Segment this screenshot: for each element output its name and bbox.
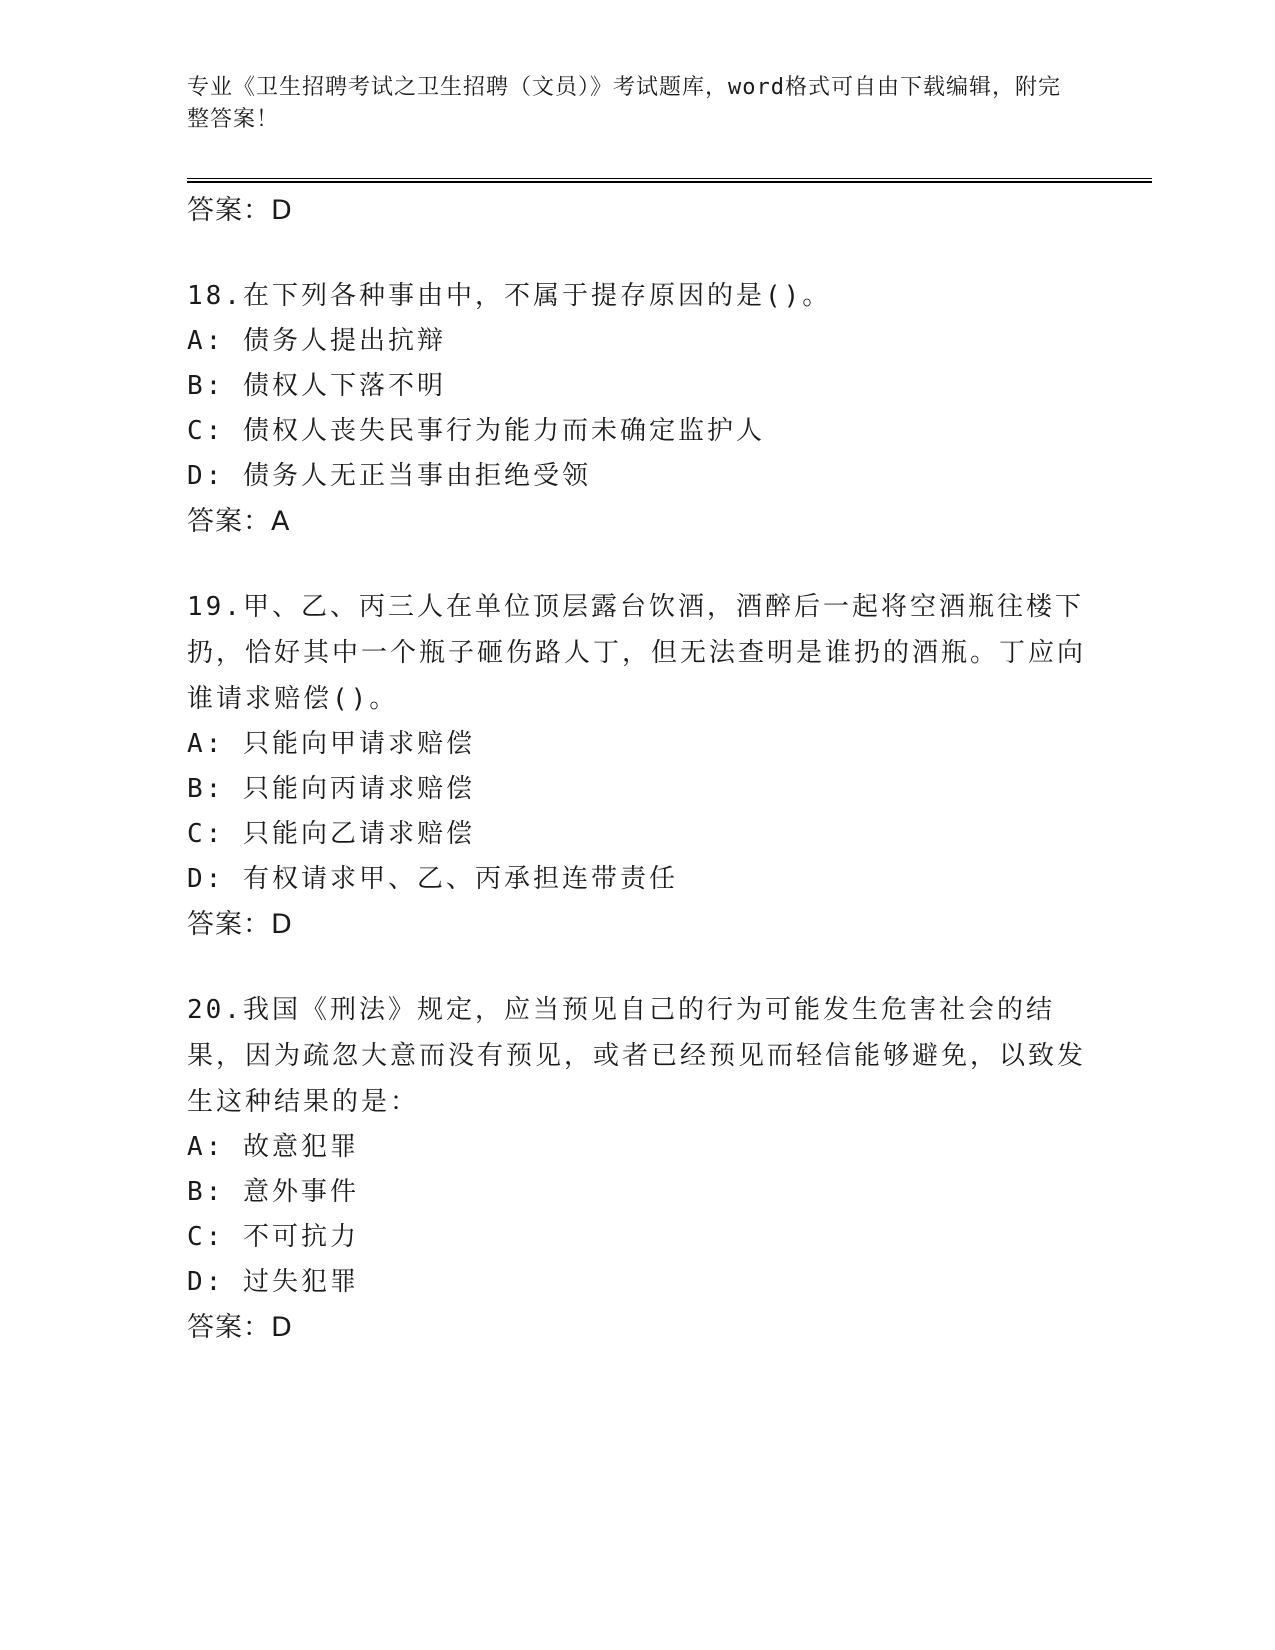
answer: 答案：D — [187, 909, 293, 940]
option-c: C: 债权人丧失民事行为能力而未确定监护人 — [187, 416, 765, 446]
option-b: B: 意外事件 — [187, 1177, 359, 1207]
option-b: B: 只能向丙请求赔偿 — [187, 774, 475, 804]
question-19 — [187, 584, 1087, 947]
question-stem: 20.我国《刑法》规定，应当预见自己的行为可能发生危害社会的结果，因为疏忽大意而没有预见，或者已经预见而轻信能够避免，以致发生这种结果的是： — [187, 995, 1087, 1117]
option-d: D: 有权请求甲、乙、丙承担连带责任 — [187, 864, 678, 894]
answer: 答案：D — [187, 1312, 293, 1343]
previous-answer: 答案：D — [187, 195, 293, 226]
question-stem: 19.甲、乙、丙三人在单位顶层露台饮酒，酒醉后一起将空酒瓶往楼下扔，恰好其中一个瓶子砸伤路人丁，但无法查明是谁扔的酒瓶。丁应向谁请求赔偿()。 — [187, 592, 1087, 714]
question-list — [187, 188, 1087, 1350]
header-note: 专业《卫生招聘考试之卫生招聘（文员）》考试题库，word格式可自由下载编辑，附完整答案！ — [187, 75, 1061, 132]
option-c: C: 不可抗力 — [187, 1222, 359, 1252]
option-d: D: 债务人无正当事由拒绝受领 — [187, 461, 591, 491]
header-divider — [187, 178, 1152, 183]
option-a: A: 债务人提出抗辩 — [187, 326, 446, 356]
option-a: A: 只能向甲请求赔偿 — [187, 729, 475, 759]
option-a: A: 故意犯罪 — [187, 1132, 359, 1162]
question-stem: 18.在下列各种事由中，不属于提存原因的是()。 — [187, 281, 832, 311]
question-18 — [187, 273, 1087, 544]
option-c: C: 只能向乙请求赔偿 — [187, 819, 475, 849]
answer: 答案：A — [187, 506, 291, 537]
option-b: B: 债权人下落不明 — [187, 371, 446, 401]
option-d: D: 过失犯罪 — [187, 1267, 359, 1297]
question-20 — [187, 987, 1087, 1350]
